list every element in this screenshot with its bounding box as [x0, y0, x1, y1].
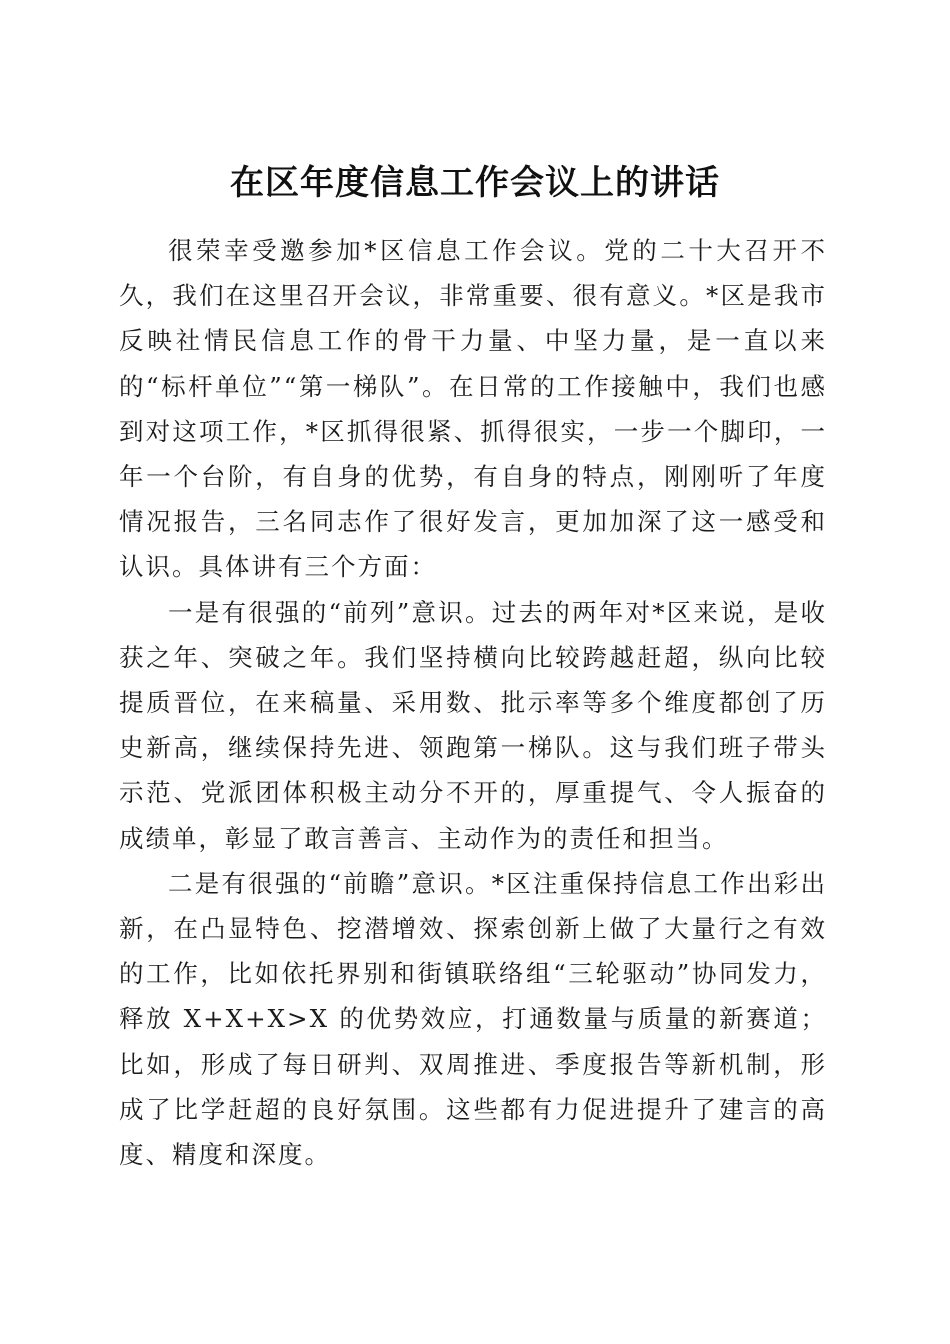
document-body — [119, 228, 827, 1177]
page-title: 在区年度信息工作会议上的讲话 — [230, 162, 720, 203]
paragraph-point-two: 二是有很强的“前瞻”意识。*区注重保持信息工作出彩出新，在凸显特色、挖潜增效、探索创新上做了大量行之有效的工作，比如依托界别和街镇联络组“三轮驱动”协同发力，释放 X+X+X>X 的优势效应，打通数量与质量的新赛道；比如，形成了每日研判、双周推进、季度报告等新机制，形成了比学赶超的良好氛围。这些都有力促进提升了建言的高度、精度和深度。 — [119, 868, 827, 1170]
paragraph-intro: 很荣幸受邀参加*区信息工作会议。党的二十大召开不久，我们在这里召开会议，非常重要、很有意义。*区是我市反映社情民信息工作的骨干力量、中坚力量，是一直以来的“标杆单位”“第一梯队”。在日常的工作接触中，我们也感到对这项工作，*区抓得很紧、抓得很实，一步一个脚印，一年一个台阶，有自身的优势，有自身的特点，刚刚听了年度情况报告，三名同志作了很好发言，更加加深了这一感受和认识。具体讲有三个方面： — [119, 236, 827, 582]
paragraph-point-one: 一是有很强的“前列”意识。过去的两年对*区来说，是收获之年、突破之年。我们坚持横向比较跨越赶超，纵向比较提质晋位，在来稿量、采用数、批示率等多个维度都创了历史新高，继续保持先进、领跑第一梯队。这与我们班子带头示范、党派团体积极主动分不开的，厚重提气、令人振奋的成绩单，彰显了敢言善言、主动作为的责任和担当。 — [119, 597, 827, 853]
